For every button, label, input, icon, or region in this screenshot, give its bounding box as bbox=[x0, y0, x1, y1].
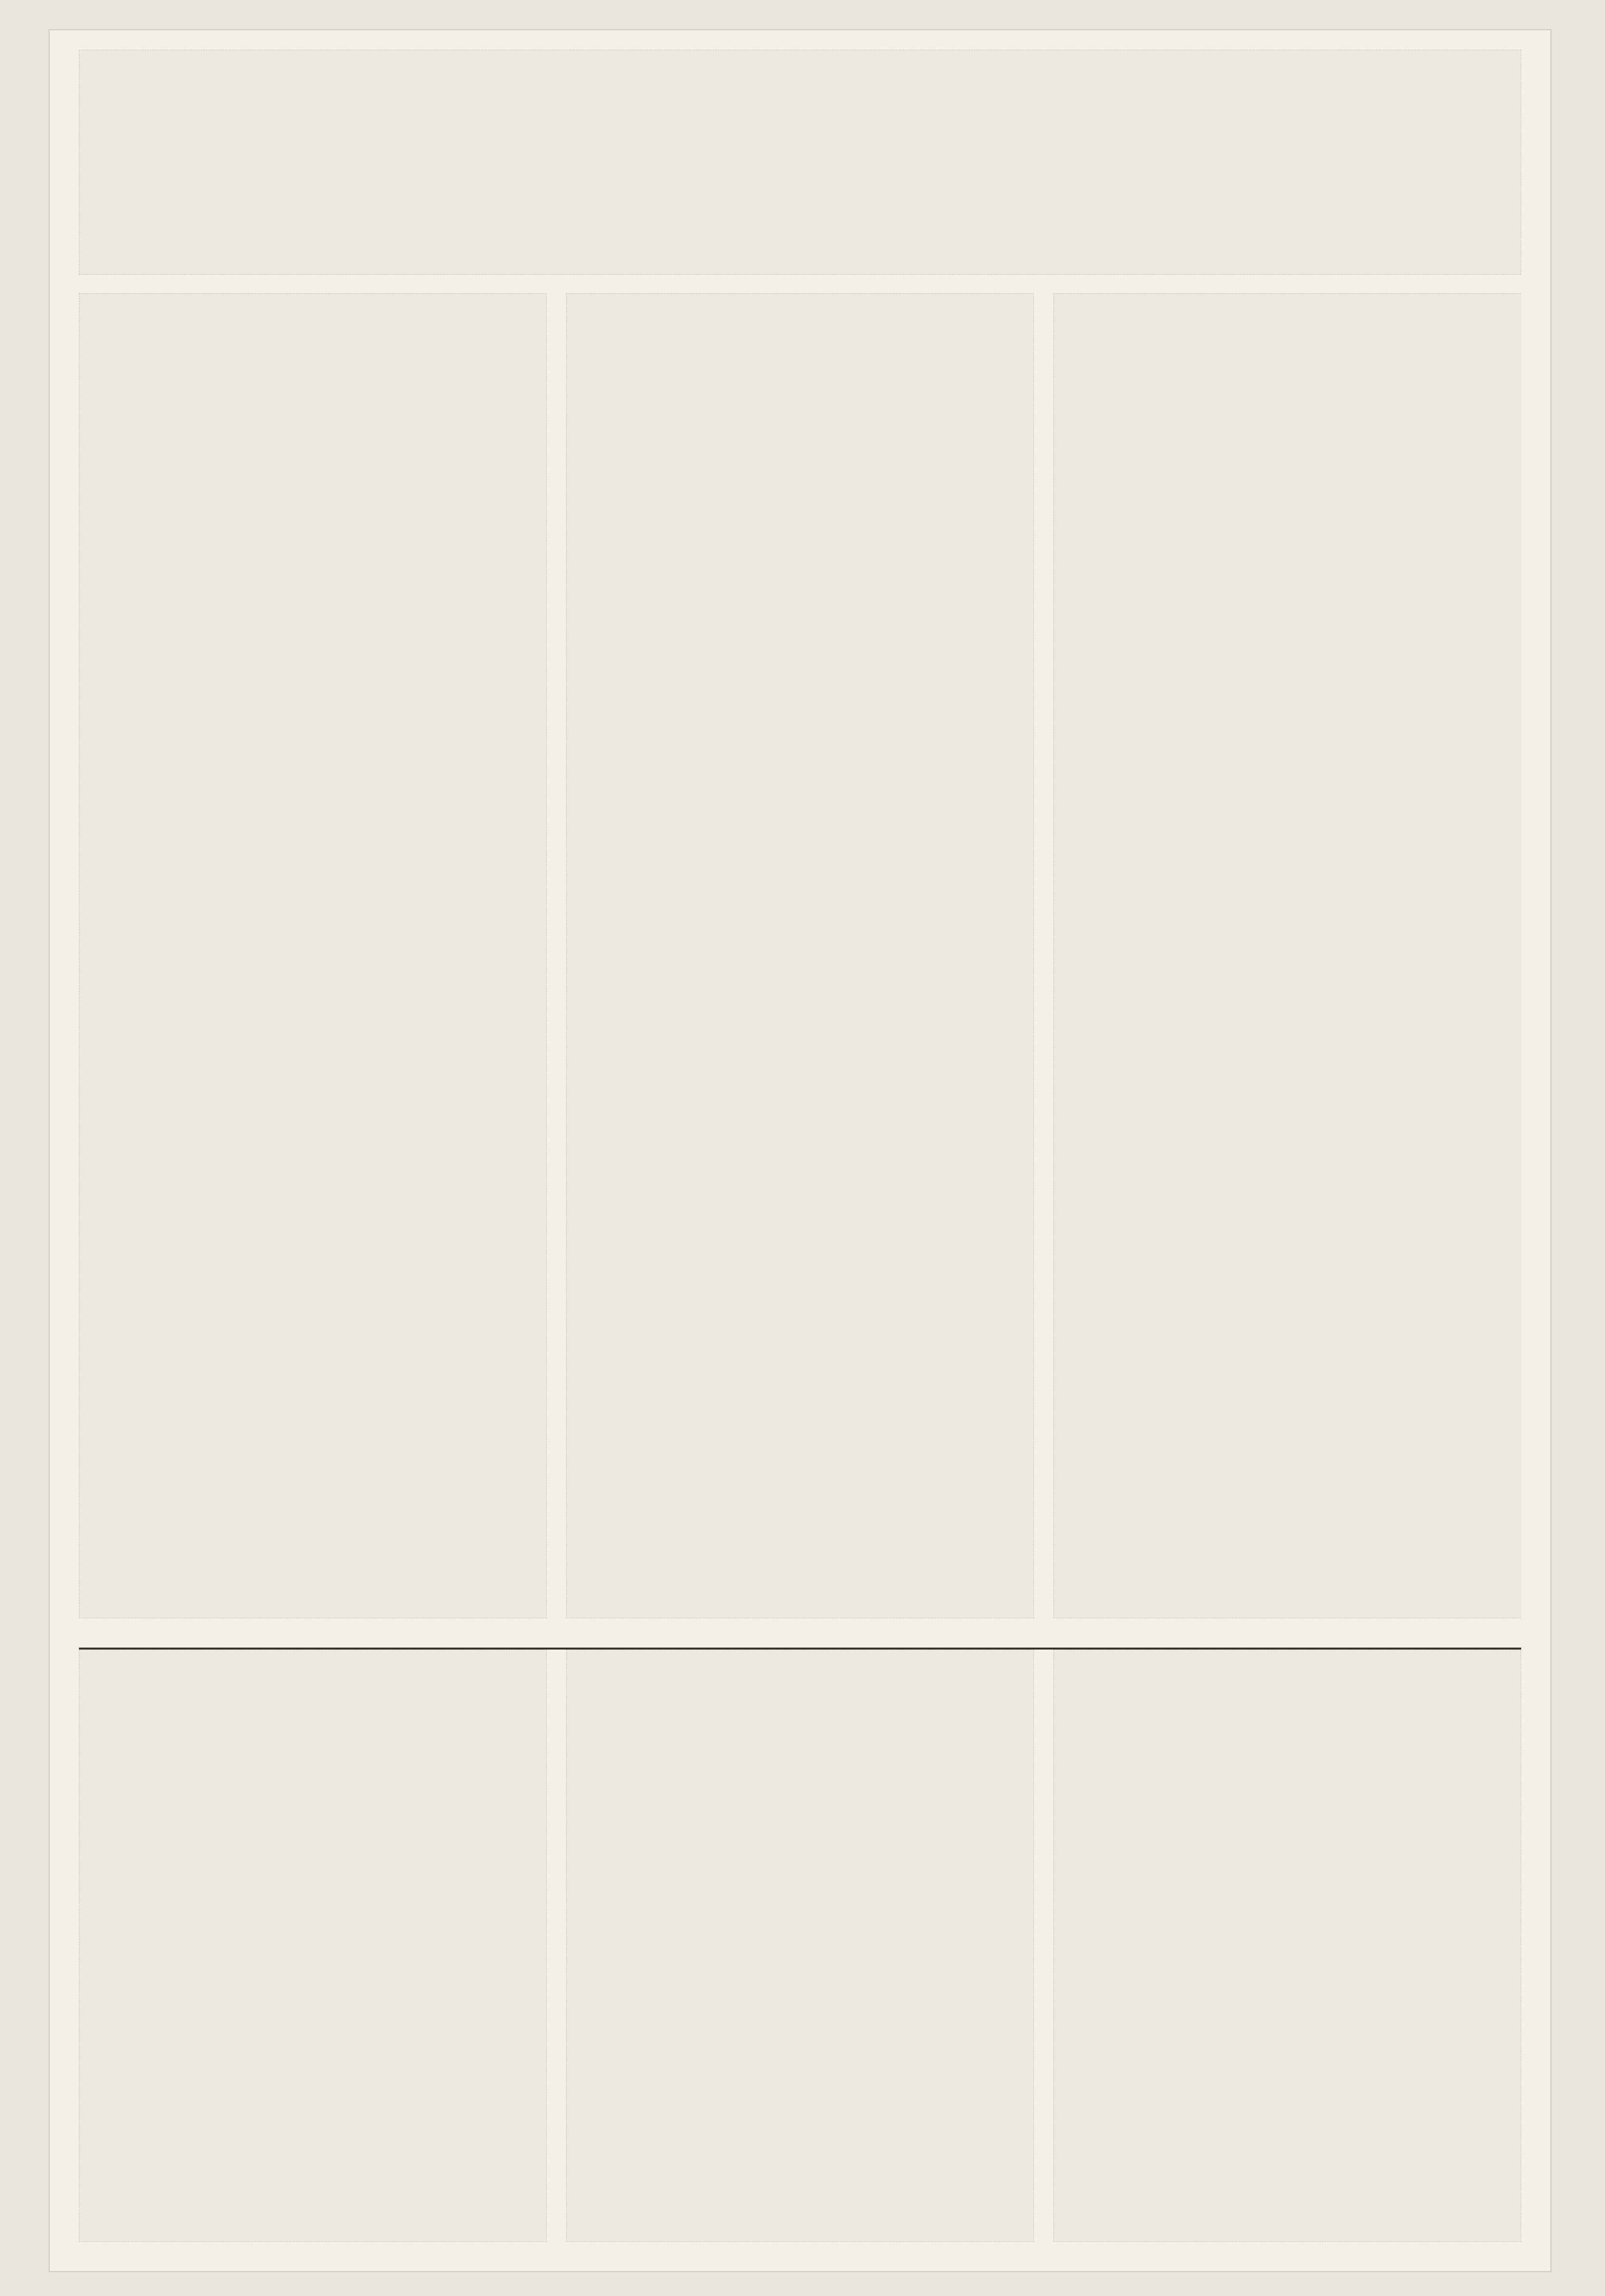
lower-column-left bbox=[79, 1650, 547, 2242]
header-region bbox=[79, 50, 1521, 275]
main-columns bbox=[79, 293, 1521, 1618]
newspaper-page bbox=[49, 29, 1551, 2272]
lower-column-right bbox=[1053, 1650, 1521, 2242]
column-left bbox=[79, 293, 547, 1618]
lower-column-middle bbox=[566, 1650, 1034, 2242]
lower-section bbox=[79, 1648, 1521, 2242]
column-middle bbox=[566, 293, 1034, 1618]
column-right bbox=[1053, 293, 1521, 1618]
